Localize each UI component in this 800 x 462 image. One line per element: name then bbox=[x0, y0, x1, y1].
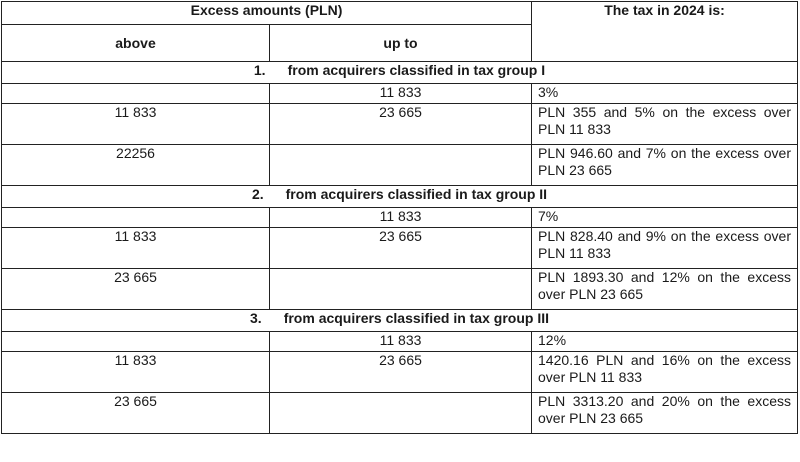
above-cell: 11 833 bbox=[2, 228, 270, 269]
above-cell: 23 665 bbox=[2, 393, 270, 434]
up-to-cell: 11 833 bbox=[270, 332, 532, 352]
above-cell: 23 665 bbox=[2, 269, 270, 310]
tax-header: The tax in 2024 is: bbox=[532, 2, 798, 62]
group-heading-row bbox=[2, 186, 798, 208]
up-to-cell: 11 833 bbox=[270, 208, 532, 228]
table-row bbox=[2, 269, 798, 310]
above-cell bbox=[2, 332, 270, 352]
tax-cell: PLN 828.40 and 9% on the excess over PLN 11 833 bbox=[532, 228, 798, 269]
table-row bbox=[2, 332, 798, 352]
tax-cell: PLN 355 and 5% on the excess over PLN 11 833 bbox=[532, 104, 798, 145]
group-heading-row bbox=[2, 310, 798, 332]
group-title: from acquirers classified in tax group II bbox=[285, 186, 548, 202]
table-row bbox=[2, 208, 798, 228]
tax-cell: 1420.16 PLN and 16% on the excess over PLN 11 833 bbox=[532, 352, 798, 393]
tax-cell: 3% bbox=[532, 84, 798, 104]
tax-cell: 7% bbox=[532, 208, 798, 228]
group-heading bbox=[2, 62, 798, 84]
group-number: 3. bbox=[250, 310, 262, 326]
up-to-header: up to bbox=[270, 25, 532, 62]
up-to-cell: 23 665 bbox=[270, 228, 532, 269]
above-cell bbox=[2, 208, 270, 228]
group-title: from acquirers classified in tax group III bbox=[283, 310, 549, 326]
group-heading bbox=[2, 310, 798, 332]
up-to-cell: 11 833 bbox=[270, 84, 532, 104]
tax-cell: PLN 1893.30 and 12% on the excess over PLN 23 665 bbox=[532, 269, 798, 310]
table-row bbox=[2, 84, 798, 104]
above-cell: 22256 bbox=[2, 145, 270, 186]
header-row bbox=[2, 2, 798, 25]
group-title: from acquirers classified in tax group I bbox=[287, 62, 546, 78]
up-to-cell: 23 665 bbox=[270, 352, 532, 393]
above-header: above bbox=[2, 25, 270, 62]
tax-cell: PLN 946.60 and 7% on the excess over PLN 23 665 bbox=[532, 145, 798, 186]
table-row bbox=[2, 145, 798, 186]
up-to-cell bbox=[270, 269, 532, 310]
up-to-cell bbox=[270, 145, 532, 186]
table-row bbox=[2, 228, 798, 269]
group-heading-row bbox=[2, 62, 798, 84]
table-row bbox=[2, 352, 798, 393]
excess-amounts-header: Excess amounts (PLN) bbox=[2, 2, 532, 25]
table-row bbox=[2, 393, 798, 434]
group-number: 2. bbox=[251, 186, 264, 202]
above-cell: 11 833 bbox=[2, 352, 270, 393]
up-to-cell: 23 665 bbox=[270, 104, 532, 145]
group-number: 1. bbox=[253, 62, 266, 78]
above-cell bbox=[2, 84, 270, 104]
tax-cell: PLN 3313.20 and 20% on the excess over PLN 23 665 bbox=[532, 393, 798, 434]
above-cell: 11 833 bbox=[2, 104, 270, 145]
up-to-cell bbox=[270, 393, 532, 434]
tax-cell: 12% bbox=[532, 332, 798, 352]
table-row bbox=[2, 104, 798, 145]
tax-table bbox=[1, 1, 798, 434]
group-heading bbox=[2, 186, 798, 208]
